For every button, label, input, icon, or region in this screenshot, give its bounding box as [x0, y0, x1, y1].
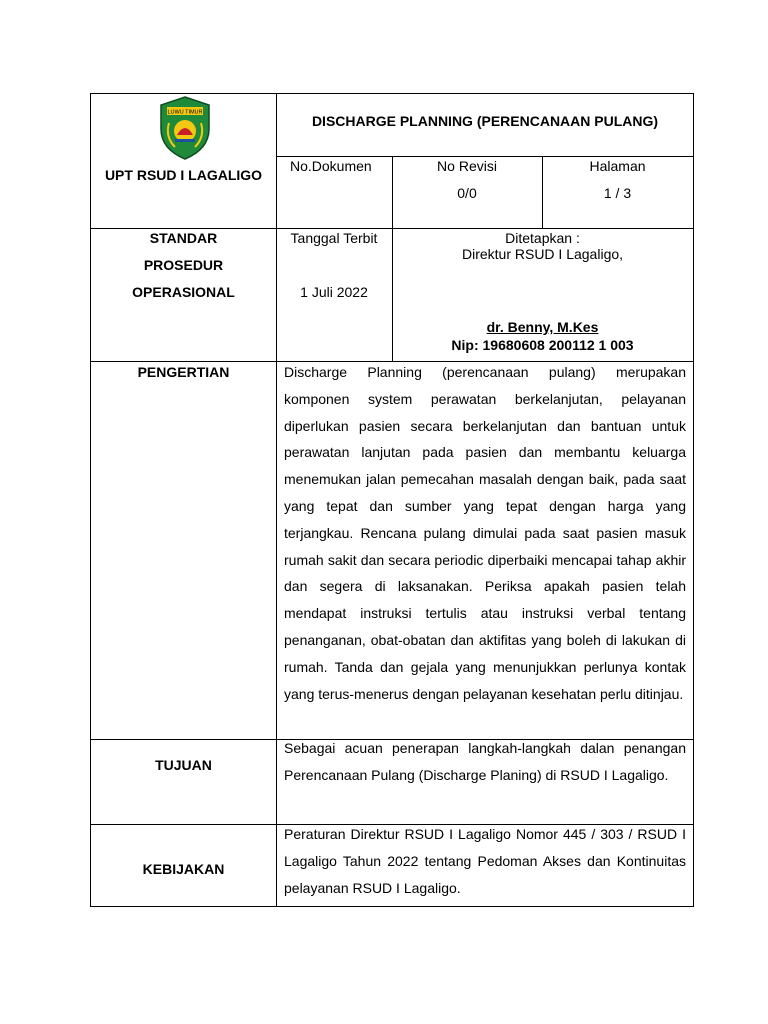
- halaman-label: Halaman: [589, 158, 646, 174]
- pengertian-label: PENGERTIAN: [137, 364, 230, 380]
- org-name: UPT RSUD I LAGALIGO: [104, 167, 263, 183]
- sop-label-prosedur: PROSEDUR: [143, 257, 224, 273]
- table-line-title-bottom: [276, 156, 694, 157]
- luwu-timur-logo-icon: [157, 95, 213, 161]
- kebijakan-label: KEBIJAKAN: [142, 861, 225, 877]
- signer-name: dr. Benny, M.Kes: [486, 319, 599, 335]
- no-revisi-value: 0/0: [457, 185, 477, 201]
- no-revisi-label: No Revisi: [437, 158, 497, 174]
- signer-nip: Nip: 19680608 200112 1 003: [451, 337, 634, 353]
- ditetapkan-label: Ditetapkan :: [505, 230, 580, 246]
- tanggal-terbit-label: Tanggal Terbit: [290, 230, 378, 246]
- sop-label-standar: STANDAR: [149, 230, 218, 246]
- table-border-right: [693, 93, 694, 907]
- ditetapkan-by: Direktur RSUD I Lagaligo,: [461, 246, 624, 262]
- sop-label-operasional: OPERASIONAL: [132, 284, 235, 300]
- no-dokumen-label: No.Dokumen: [290, 158, 372, 174]
- document-title: DISCHARGE PLANNING (PERENCANAAN PULANG): [311, 113, 659, 129]
- table-line-col-divider: [276, 93, 277, 907]
- svg-text:LUWU TIMUR: LUWU TIMUR: [167, 109, 203, 116]
- tanggal-terbit-value: 1 Juli 2022: [300, 284, 368, 300]
- halaman-value: 1 / 3: [603, 185, 632, 201]
- kebijakan-text: Peraturan Direktur RSUD I Lagaligo Nomor 445 / 303 / RSUD I Lagaligo Tahun 2022 tentang Pedoman Akses dan Kontinuitas pelayanan RSUD I Lagaligo.: [284, 826, 686, 896]
- table-border-left: [90, 93, 91, 907]
- tujuan-text: Sebagai acuan penerapan langkah-langkah dalan penangan Perencanaan Pulang (Discharge Planing) di RSUD I Lagaligo.: [284, 740, 686, 783]
- pengertian-text: Discharge Planning (perencanaan pulang) merupakan komponen system perawatan berkelanjutan, pelayanan diperlukan pasien secara berkelanjutan dan bantuan untuk perawatan lanjutan pada pasien dan membantu keluarga menemukan jalan pemecahan masalah dengan baik, pada saat yang tepat dan sumber yang tepat dengan harga yang terjangkau. Rencana pulang dimulai pada saat pasien masuk rumah sakit dan secara periodic diperbaiki mencapai tahap akhir dan segera di laksanakan. Periksa apakah pasien telah mendapat instruksi tertulis atau instruksi verbal tentang penanganan, obat-obatan dan aktifitas yang boleh di lakukan di rumah. Tanda dan gejala yang menunjukkan perlunya kontak yang terus-menerus dengan pelayanan kesehatan perlu ditinjau.: [284, 364, 686, 702]
- table-border-top: [90, 93, 694, 94]
- tujuan-label: TUJUAN: [155, 757, 212, 773]
- table-border-bottom: [90, 906, 694, 907]
